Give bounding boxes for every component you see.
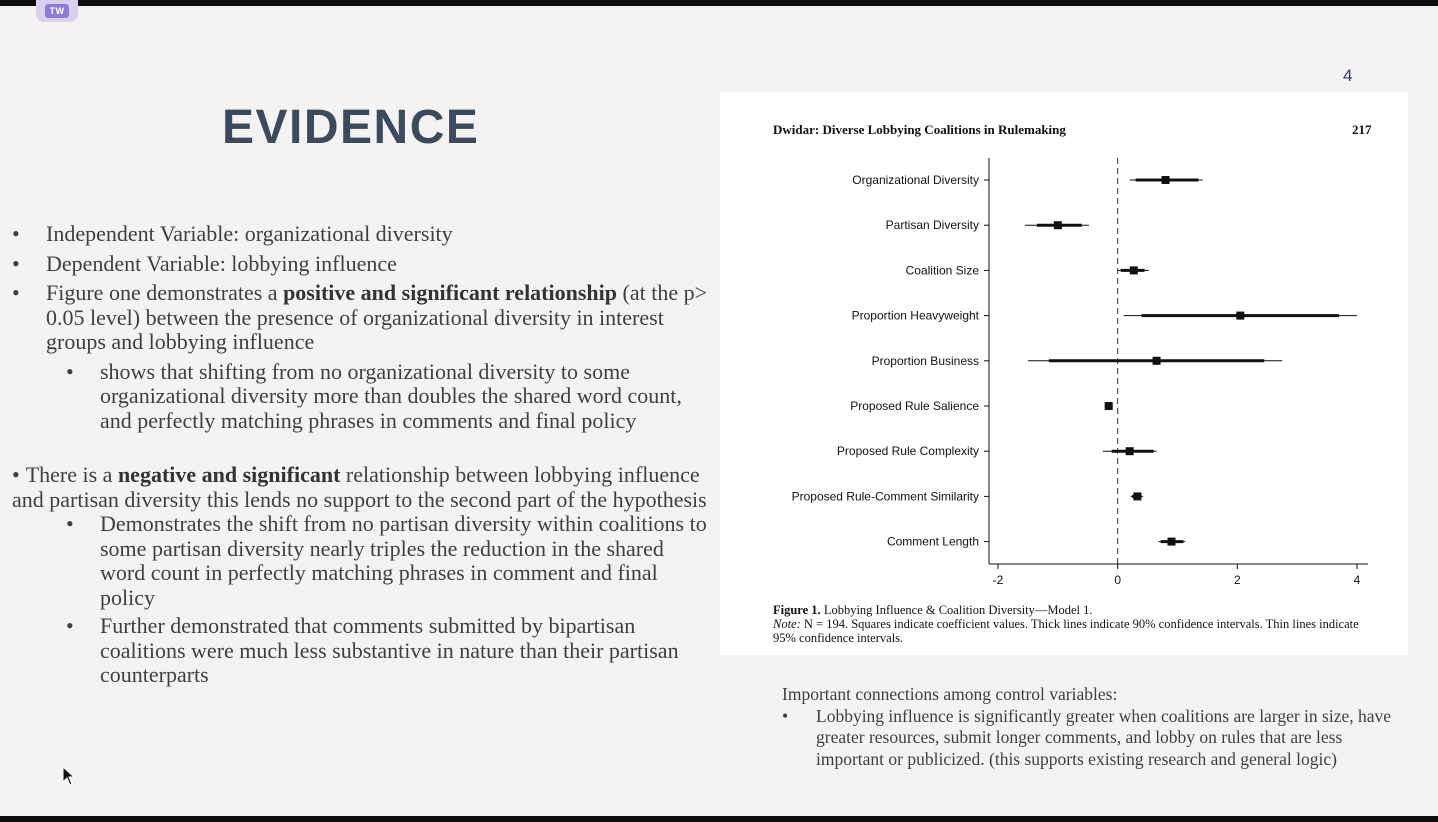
bullet-text: Dependent Variable: lobbying influence: [46, 250, 397, 276]
coefficient-point: [1236, 312, 1244, 320]
para-text-post: relationship between lobbying influence and partisan diversity this lends no support to the second part of the hypothesis: [12, 462, 707, 512]
y-tick-label: Proposed Rule Complexity: [836, 444, 979, 459]
sub-bullet-text: Further demonstrated that comments submitted by bipartisan coalitions were much less substantive in nature than their partisan counterparts: [100, 613, 679, 687]
bullet-dot: •: [66, 358, 74, 384]
control-bullet-text: Lobbying influence is significantly greater when coalitions are larger in size, have greater resources, submit longer comments, and lobby on rules that are less important or publicized. (this supports existing research and general logic): [816, 705, 1392, 769]
slide-number: 4: [1343, 66, 1353, 85]
y-tick-label: Coalition Size: [905, 263, 979, 278]
coefficient-point: [1130, 266, 1138, 274]
coefficient-point: [1153, 357, 1161, 365]
bottom-screen-bar: [0, 816, 1438, 822]
caption-label: Figure 1.: [773, 603, 821, 617]
caption-note-text: N = 194. Squares indicate coefficient values. Thick lines indicate 90% confidence intervals. Thin lines indicate 95% confidence intervals.: [773, 617, 1359, 645]
y-tick-label: Proportion Heavyweight: [851, 308, 979, 323]
mouse-cursor-icon: [62, 766, 76, 786]
control-bullet: [782, 706, 1412, 771]
para-text-bold: negative and significant: [117, 462, 341, 487]
bullet-dot: •: [12, 250, 20, 276]
caption-note-label: Note:: [773, 617, 801, 631]
bullet-text-post: (at the p> 0.05 level) between the presence of organizational diversity in interest groups and lobbying influence: [46, 280, 707, 354]
top-screen-bar: [0, 0, 1438, 6]
bullet-dot: •: [782, 705, 789, 726]
coefficient-point: [1168, 538, 1176, 546]
control-heading: Important connections among control variables:: [782, 684, 1118, 704]
bullet-dot: •: [66, 511, 74, 536]
sub-bullet-text: Demonstrates the shift from no partisan diversity within coalitions to some partisan diversity nearly triples the reduction in the shared word count in perfectly matching phrases in comment and final policy: [100, 511, 707, 610]
coefficient-point: [1105, 402, 1113, 410]
left-bullet-list: [0, 222, 710, 688]
slide-title: EVIDENCE: [222, 101, 480, 154]
x-tick-label: -2: [992, 573, 1004, 587]
app-badge-icon: TW: [45, 4, 69, 18]
bullet-text-pre: Figure one demonstrates a: [46, 280, 284, 305]
bullet-dependent-variable: [0, 252, 710, 277]
coefficient-point: [1126, 447, 1134, 455]
figure-running-head: Dwidar: Diverse Lobbying Coalitions in Rulemaking: [773, 122, 1066, 137]
y-tick-label: Proposed Rule-Comment Similarity: [791, 489, 979, 504]
bullet-independent-variable: [0, 222, 710, 247]
bullet-figure-one: [0, 281, 710, 355]
coefficient-plot: [720, 92, 1408, 592]
y-tick-label: Comment Length: [886, 534, 979, 549]
figure-caption: [773, 603, 1383, 645]
caption-title: Lobbying Influence & Coalition Diversity—Model 1.: [823, 603, 1093, 617]
coefficient-point: [1054, 221, 1062, 229]
bullet-text-bold: positive and significant relationship: [283, 280, 617, 305]
sub-bullet-organizational-shift: [0, 360, 710, 434]
bullet-text: Independent Variable: organizational diversity: [46, 221, 453, 246]
sub-bullet-partisan-shift: [0, 512, 710, 610]
x-tick-label: 4: [1353, 573, 1361, 587]
coefficient-point: [1133, 492, 1141, 500]
coefficient-point: [1162, 176, 1170, 184]
figure-page-number: 217: [1352, 122, 1372, 137]
bullet-dot: •: [66, 613, 74, 638]
sub-bullet-text: shows that shifting from no organizational diversity to some organizational diversity more than doubles the shared word count, and perfectly matching phrases in comments and final policy: [100, 358, 682, 433]
bullet-dot: •: [12, 221, 20, 246]
bullet-dot: •: [12, 462, 20, 487]
x-tick-label: 2: [1233, 573, 1241, 587]
y-tick-label: Proposed Rule Salience: [850, 399, 979, 413]
sub-bullet-bipartisan: [0, 614, 710, 688]
y-tick-label: Organizational Diversity: [852, 173, 979, 187]
control-variables-note: [782, 684, 1412, 770]
bullet-dot: •: [12, 280, 20, 305]
y-tick-label: Partisan Diversity: [885, 218, 979, 233]
para-text-pre: There is a: [25, 462, 118, 487]
app-extension-badge[interactable]: [36, 0, 78, 22]
figure-image: [720, 92, 1408, 655]
x-tick-label: 0: [1114, 573, 1122, 587]
y-tick-label: Proportion Business: [871, 353, 979, 368]
paragraph-partisan: [0, 463, 710, 512]
